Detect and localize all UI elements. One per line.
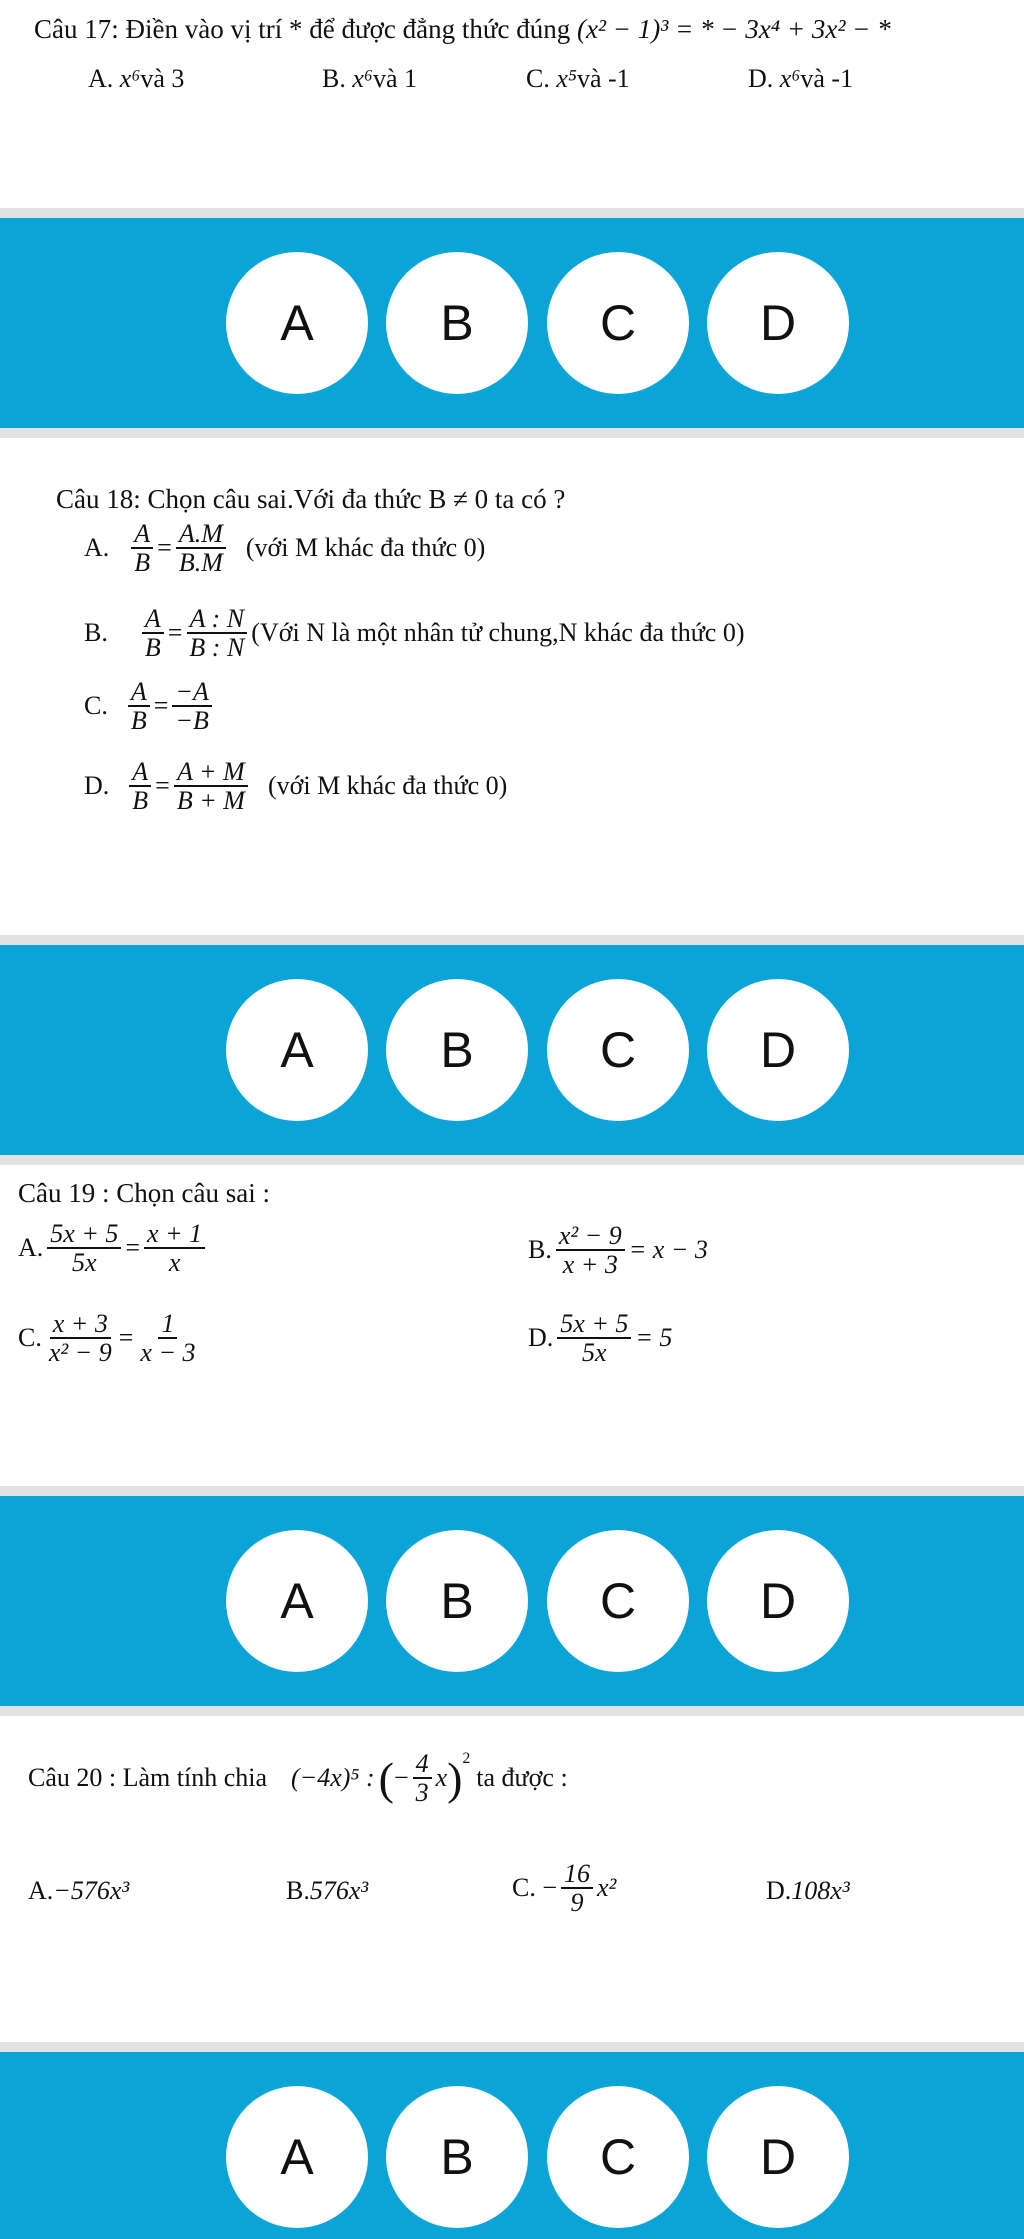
answer-c-button[interactable]: C [547,252,689,394]
question-text: Câu 20 : Làm tính chia [28,1763,268,1793]
option-expr: 576x³ [309,1876,369,1905]
answer-bar-18 [0,945,1024,1155]
answer-d-button[interactable]: D [707,979,849,1121]
divider [0,1706,1024,1716]
divider [0,935,1024,945]
q17-option-d [748,64,853,94]
q18-option-b: B. $\frac{A}{B}$ = $\frac{A : N}{B : N}$ (Với N là một nhân tử chung,N khác đa thức 0) [84,604,745,663]
answer-b-button[interactable]: B [386,2086,528,2228]
option-letter: D. [528,1323,554,1353]
question-equation: (x² − 1)³ = * − 3x⁴ + 3x² − * [576,14,891,44]
q20-option-b [286,1876,368,1906]
answer-bar-19 [0,1496,1024,1706]
divider [0,2042,1024,2052]
option-letter: C. [84,691,108,721]
answer-bar-20 [0,2052,1024,2239]
option-letter: B. [84,618,108,648]
numerator: x + 3 [50,1310,111,1339]
numerator: A + M [174,758,248,787]
option-letter: D. [766,1876,792,1905]
answer-b-button[interactable]: B [386,979,528,1121]
option-letter: B. [528,1235,552,1265]
denominator: B [130,706,147,736]
answer-a-button[interactable]: A [226,252,368,394]
fraction [186,605,247,662]
answer-a-button[interactable]: A [226,1530,368,1672]
answer-c-button[interactable]: C [547,979,689,1121]
paren-open: ( [378,1752,394,1804]
question-20-title: Câu 20 : Làm tính chia (−4x)⁵ : ( − $\frac{4}{3}$ x ) $^2$ ta được : [28,1749,568,1808]
numerator: A [129,758,151,787]
q19-option-b [528,1222,708,1279]
q20-option-d [766,1876,850,1906]
denominator: x − 3 [140,1338,196,1368]
denominator: −B [175,706,209,736]
q18-option-a: A. $\frac{A}{B}$ = $\frac{A.M}{B.M}$ (với M khác đa thức 0) [84,519,486,578]
option-expr: x⁶ [779,64,801,93]
fraction [556,1222,625,1279]
q17-option-c [526,64,630,94]
denominator: 9 [570,1888,584,1918]
answer-d-button[interactable]: D [707,252,849,394]
question-19-title: Câu 19 : Chọn câu sai : [18,1178,270,1208]
question-text: ta được : [476,1763,568,1793]
denominator: B [144,633,161,663]
numerator: 16 [561,1860,593,1889]
numerator: 5x + 5 [557,1310,631,1339]
option-expr: x⁶ [352,64,373,93]
fraction [128,678,150,735]
option-letter: A. [88,64,114,93]
option-note: (với M khác đa thức 0) [245,533,486,563]
fraction [561,1860,593,1917]
option-letter: D. [748,64,774,93]
denominator: x [168,1248,181,1278]
fraction [413,1750,432,1807]
question-18-title: Câu 18: Chọn câu sai.Với đa thức B ≠ 0 ta có ? [56,484,566,514]
numerator: A.M [176,520,226,549]
denominator: B : N [189,633,245,663]
fraction [137,1310,198,1367]
option-expr: 108x³ [791,1876,850,1905]
denominator: x + 3 [562,1250,618,1280]
denominator: B.M [178,548,223,578]
divider [0,428,1024,438]
option-letter: A. [28,1876,54,1905]
q19-option-c: C. $\frac{x + 3}{\text{x² − 9}}$ = $\frac{1}{x - 3}$ [18,1310,203,1367]
numerator: A [128,678,150,707]
fraction [129,758,151,815]
option-note: (Với N là một nhân tử chung,N khác đa thức 0) [251,618,745,648]
option-expr: x⁶ [119,64,141,93]
option-expr: x⁵ [556,64,577,93]
answer-c-button[interactable]: C [547,1530,689,1672]
numerator: x² − 9 [556,1222,625,1251]
divider [0,1155,1024,1165]
numerator: x + 1 [144,1220,205,1249]
fraction [557,1310,631,1367]
numerator: 5x + 5 [47,1220,121,1249]
option-note: (với M khác đa thức 0) [267,771,508,801]
q19-option-d [528,1310,672,1367]
denominator: 3 [415,1778,429,1808]
option-letter: A. [84,533,110,563]
numerator: 1 [158,1310,177,1339]
q18-option-c: C. $\frac{A}{B}$ = $\frac{-A}{-B}$ [84,678,216,735]
option-tail: = x − 3 [628,1235,708,1265]
option-letter: D. [84,771,110,801]
answer-bar-17 [0,218,1024,428]
option-letter: B. [286,1876,310,1905]
option-text: và -1 [576,64,630,93]
denominator: 5x [582,1338,607,1368]
answer-d-button[interactable]: D [707,1530,849,1672]
answer-b-button[interactable]: B [386,252,528,394]
numerator: 4 [413,1750,432,1779]
q17-option-a [88,64,184,94]
question-expr: (−4x)⁵ : [291,1763,375,1793]
answer-d-button[interactable]: D [707,2086,849,2228]
fraction [144,1220,205,1277]
option-expr: −576x³ [53,1876,130,1905]
option-letter: C. [512,1873,536,1903]
numerator: A : N [187,605,247,634]
answer-a-button[interactable]: A [226,979,368,1121]
option-letter: B. [322,64,346,93]
fraction [131,520,153,577]
denominator: 5x [72,1248,97,1278]
option-text: và -1 [800,64,854,93]
option-tail: x² [597,1873,617,1903]
q17-option-b [322,64,417,94]
option-letter: C. [526,64,550,93]
denominator: B [134,548,151,578]
answer-c-button[interactable]: C [547,2086,689,2228]
denominator: B [132,786,149,816]
divider [0,1486,1024,1496]
answer-b-button[interactable]: B [386,1530,528,1672]
fraction [46,1310,115,1367]
numerator: A [142,605,164,634]
numerator: −A [172,678,211,707]
paren-close: ) [447,1752,463,1804]
fraction [47,1220,121,1277]
q20-option-a [28,1876,129,1906]
fraction [172,678,211,735]
answer-a-button[interactable]: A [226,2086,368,2228]
option-letter: C. [18,1323,42,1353]
option-tail: = 5 [635,1323,673,1353]
q18-option-d: D. $\frac{A}{B}$ = $\frac{A + M}{B + M}$ (với M khác đa thức 0) [84,757,508,816]
denominator: x² − 9 [48,1338,112,1368]
numerator: A [131,520,153,549]
option-text: và 3 [140,64,185,93]
fraction [176,520,226,577]
q19-option-a: A. $\frac{5x + 5}{5x}$ = $\frac{x + 1}{x}$ [18,1220,209,1277]
denominator: B + M [176,786,245,816]
divider [0,208,1024,218]
question-text: Câu 17: Điền vào vị trí * để được đẳng thức đúng [34,14,571,44]
question-17-title [34,14,891,45]
fraction [174,758,248,815]
q20-option-c: C. − $\frac{16}{9}$ x² [512,1859,617,1918]
fraction [142,605,164,662]
option-text: và 1 [372,64,417,93]
option-letter: A. [18,1233,44,1263]
